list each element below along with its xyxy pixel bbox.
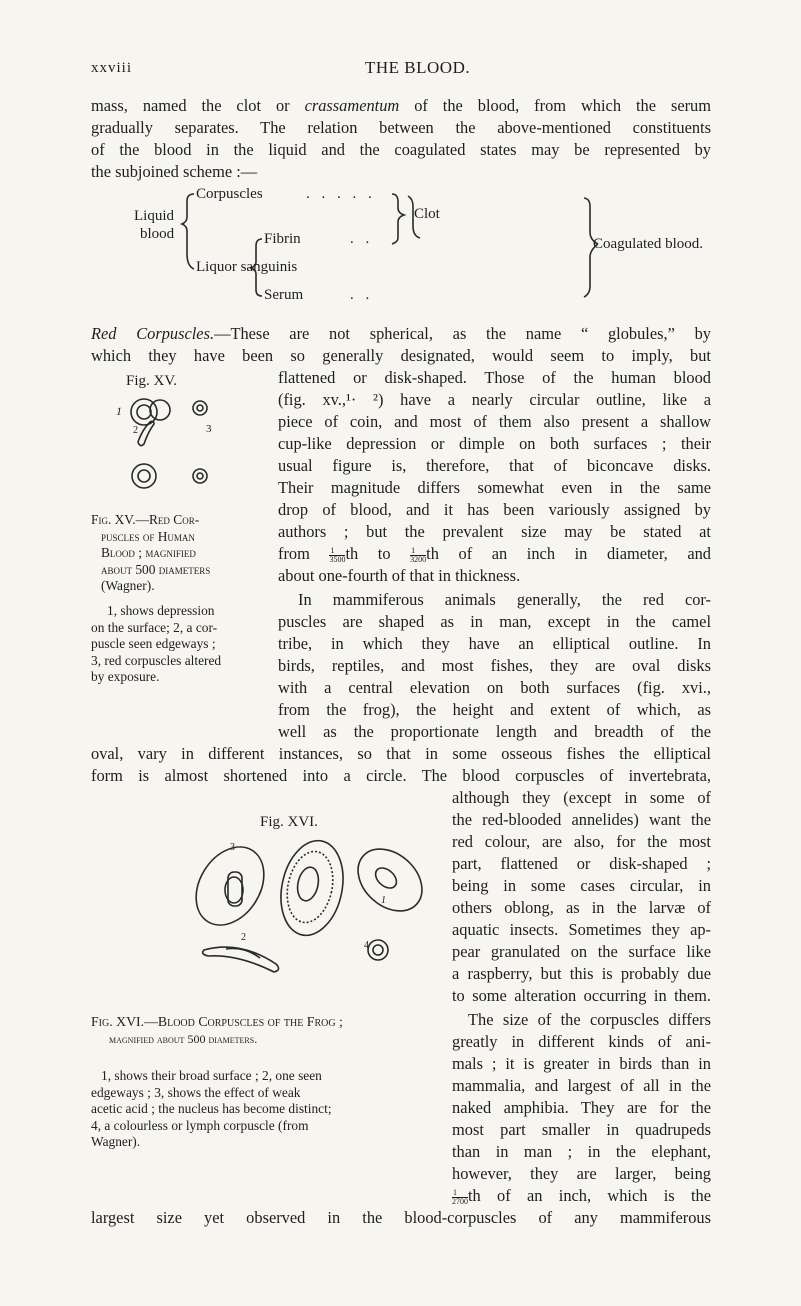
- fig15-drawing: [110, 394, 220, 504]
- intro-line-4: the subjoined scheme :—: [91, 162, 258, 181]
- scheme-fibrin: Fibrin: [264, 231, 301, 247]
- inv-right-12: greatly in different kinds of ani-: [452, 1032, 711, 1051]
- red-right-12: puscles are shaped as in man, except in the camel: [278, 612, 711, 631]
- inv-right-7: aquatic insects. Sometimes they ap-: [452, 920, 711, 939]
- red-right-16: from the frog), the height and extent of which, as: [278, 700, 711, 719]
- fig15-label: Fig. XV.: [126, 373, 177, 389]
- fig16-corpuscle-broad: [273, 835, 352, 941]
- scheme-braces: [0, 0, 801, 300]
- red-wide-1: oval, vary in different instances, so that in some osseous fishes the elliptical: [91, 744, 711, 763]
- intro-line-3: of the blood in the liquid and the coagulated states may be represented by: [91, 140, 711, 159]
- red-right-1: flattened or disk-shaped. Those of the human blood: [278, 368, 711, 387]
- fig16-num-4: 4: [364, 940, 369, 951]
- fig15-caption: Fig. XV.—Red Cor- puscles of Human Blood ; magnified about 500 diameters (Wagner).: [91, 512, 211, 594]
- inv-right-19: $\frac{1}{2700}$ th of an inch, which is the: [452, 1186, 711, 1206]
- fig16-corpuscle-right: [346, 837, 430, 924]
- scheme-coagulated: Coagulated blood.: [593, 236, 703, 252]
- red-line-2: which they have been so generally designated, would seem to imply, but: [91, 346, 711, 365]
- scheme-blood: blood: [140, 226, 175, 242]
- red-right-7: drop of blood, and it has been variously assigned by: [278, 500, 711, 519]
- inv-right-4: part, flattened or disk-shaped ;: [452, 854, 711, 873]
- scheme-dots-1: . . . . .: [306, 186, 376, 202]
- red-right-2: (fig. xv.,¹· ²) have a nearly circular outline, like a: [278, 390, 711, 409]
- inv-right-18: however, they are larger, being: [452, 1164, 711, 1183]
- inv-right-14: mammalia, and largest of all in the: [452, 1076, 711, 1095]
- page-number: xxviii: [91, 60, 133, 76]
- fig16-label: Fig. XVI.: [260, 814, 318, 830]
- inv-right-16: most part smaller in quadrupeds: [452, 1120, 711, 1139]
- fig15-description: 1, shows depression on the surface; 2, a cor- puscle seen edgeways ; 3, red corpuscles altered by exposure.: [91, 603, 222, 685]
- red-right-5: usual figure is, therefore, that of biconcave disks.: [278, 456, 711, 475]
- inv-right-3: red colour, are also, for the most: [452, 832, 711, 851]
- fraction-3200: $\frac{1}{3200}$: [410, 546, 427, 564]
- fraction-2700: $\frac{1}{2700}$: [452, 1188, 468, 1206]
- red-right-10: about one-fourth of that in thickness.: [278, 566, 521, 585]
- inv-right-11: The size of the corpuscles differs: [468, 1010, 711, 1029]
- red-right-6: Their magnitude differs somewhat even in the same: [278, 478, 711, 497]
- inv-right-13: mals ; it is greater in birds than in: [452, 1054, 711, 1073]
- fig16-description: 1, shows their broad surface ; 2, one seen edgeways ; 3, shows the effect of weak acetic acid ; the nucleus has become distinct; 4, a colourless or lymph corpuscle (from Wagner).: [91, 1068, 332, 1150]
- red-right-17: well as the proportionate length and breadth of the: [278, 722, 711, 741]
- red-line-1: Red Corpuscles.—These are not spherical, as the name “ globules,” by: [91, 324, 711, 343]
- fig16-caption: Fig. XVI.—Blood Corpuscles of the Frog ; magnified about 500 diameters.: [91, 1014, 343, 1046]
- red-right-13: tribe, in which they have an elliptical outline. In: [278, 634, 711, 653]
- running-title: THE BLOOD.: [365, 58, 471, 77]
- fig15-num-2: 2: [133, 425, 138, 436]
- scheme-clot: Clot: [414, 206, 440, 222]
- fig15-num-1: 1: [116, 404, 122, 418]
- fig16-num-3: 3: [230, 842, 235, 853]
- scheme-dots-3: . .: [350, 287, 374, 303]
- fig16-drawing: [190, 832, 430, 984]
- inv-right-9: a raspberry, but this is probably due: [452, 964, 711, 983]
- red-right-8: authors ; but the prevalent size may be stated at: [278, 522, 711, 541]
- inv-right-1: although they (except in some of: [452, 788, 711, 807]
- inv-right-15: naked amphibia. They are for the: [452, 1098, 711, 1117]
- fig16-lymph-corpuscle: [368, 940, 388, 960]
- fig15-num-3: 3: [206, 423, 212, 435]
- red-right-14: birds, reptiles, and most fishes, they are oval disks: [278, 656, 711, 675]
- red-wide-2: form is almost shortened into a circle. The blood corpuscles of invertebrata,: [91, 766, 711, 785]
- inv-right-10: to some alteration occurring in them.: [452, 986, 711, 1005]
- red-right-15: with a central elevation on both surfaces (fig. xvi.,: [278, 678, 711, 697]
- scheme-serum: Serum: [264, 287, 304, 303]
- inv-right-6: others oblong, as in the larvæ of: [452, 898, 711, 917]
- scheme-diagram: [0, 0, 801, 303]
- red-right-11: In mammiferous animals generally, the red cor-: [298, 590, 711, 609]
- fig16-corpuscle-edgeways: [203, 947, 279, 972]
- red-right-9: from $\frac{1}{3500}$ th to $\frac{1}{3200}$ th of an inch in diameter, and: [278, 544, 711, 564]
- inv-right-5: being in some cases circular, in: [452, 876, 711, 895]
- red-right-3: piece of coin, and most of them also present a shallow: [278, 412, 711, 431]
- scheme-corpuscles: Corpuscles: [196, 186, 263, 202]
- fraction-3500: $\frac{1}{3500}$: [329, 546, 346, 564]
- scheme-liquor: Liquor sanguinis: [196, 259, 298, 275]
- intro-line-1: mass, named the clot or crassamentum of the blood, from which the serum: [91, 96, 711, 115]
- red-right-4: cup-like depression or dimple on both surfaces ; their: [278, 434, 711, 453]
- fig16-num-1: 1: [381, 895, 386, 906]
- inv-right-8: pear granulated on the surface like: [452, 942, 711, 961]
- inv-last-line: largest size yet observed in the blood-corpuscles of any mammiferous: [91, 1208, 711, 1227]
- inv-right-17: than in man ; in the elephant,: [452, 1142, 711, 1161]
- scheme-liquid: Liquid: [134, 208, 174, 224]
- fig16-num-2: 2: [241, 932, 246, 943]
- scheme-dots-2: . .: [350, 231, 374, 247]
- inv-right-2: the red-blooded annelides) want the: [452, 810, 711, 829]
- intro-line-2: gradually separates. The relation between the above-mentioned constituents: [91, 118, 711, 137]
